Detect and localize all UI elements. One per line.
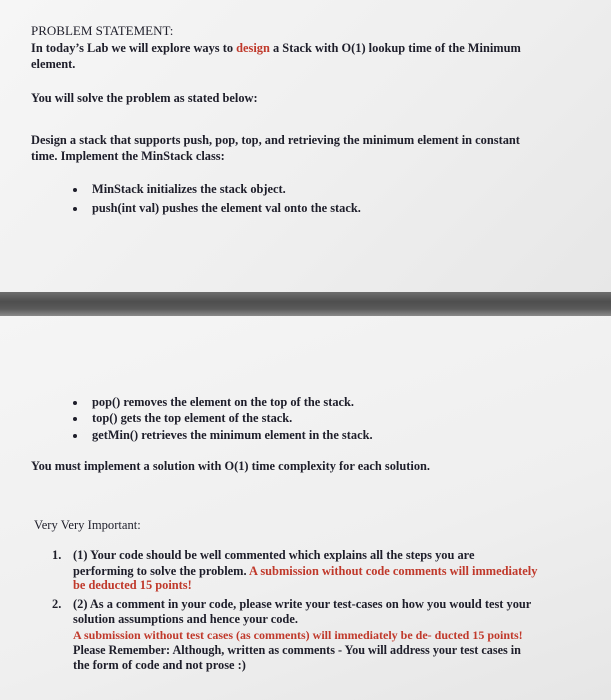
- list-number: 1.: [52, 548, 62, 562]
- intro-highlight: design: [236, 41, 270, 55]
- item2-line-1: (2) As a comment in your code, please write your test-cases on how you would test your: [73, 597, 532, 611]
- bullet-dot: [73, 434, 77, 438]
- item1-text: performing to solve the problem.: [73, 564, 249, 578]
- important-heading: Very Very Important:: [34, 518, 141, 532]
- bullet-dot: [73, 417, 77, 421]
- page-break-band: [0, 292, 611, 316]
- intro-text-a: In today’s Lab we will explore ways to: [31, 41, 237, 55]
- list-number: 2.: [52, 597, 62, 611]
- intro-line-2: element.: [31, 57, 76, 71]
- item2-line-4: Please Remember: Although, written as comments - You will address your test cases in: [73, 643, 521, 657]
- design-line-1: Design a stack that supports push, pop, top, and retrieving the minimum element in constant: [31, 133, 520, 147]
- item2-line-2: solution assumptions and hence your code.: [73, 612, 298, 626]
- intro-text-b: a Stack with O(1) lookup time of the Minimum: [269, 41, 521, 55]
- intro-line-1: [31, 41, 521, 55]
- item2-line-5: the form of code and not prose :): [73, 658, 246, 672]
- solve-line: You will solve the problem as stated below:: [31, 91, 258, 105]
- list-item: pop() removes the element on the top of the stack.: [92, 395, 354, 409]
- problem-heading: PROBLEM STATEMENT:: [31, 23, 174, 38]
- list-item: getMin() retrieves the minimum element in the stack.: [92, 428, 373, 442]
- list-item: top() gets the top element of the stack.: [92, 411, 293, 425]
- bullet-dot: [73, 207, 77, 211]
- item1-line-3: be deducted 15 points!: [73, 578, 192, 592]
- item2-line-3: A submission without test cases (as comments) will immediately be de- ducted 15 points!: [73, 628, 523, 642]
- complexity-line: You must implement a solution with O(1) time complexity for each solution.: [31, 459, 431, 473]
- bullet-dot: [73, 401, 77, 405]
- design-line-2: time. Implement the MinStack class:: [31, 149, 225, 163]
- list-item: push(int val) pushes the element val onto the stack.: [92, 201, 361, 215]
- item1-warning: A submission without code comments will immediately: [248, 564, 538, 578]
- bullet-dot: [73, 188, 77, 192]
- list-item: MinStack initializes the stack object.: [92, 182, 286, 196]
- item1-line-2: [73, 564, 537, 578]
- item1-line-1: (1) Your code should be well commented which explains all the steps you are: [73, 548, 475, 562]
